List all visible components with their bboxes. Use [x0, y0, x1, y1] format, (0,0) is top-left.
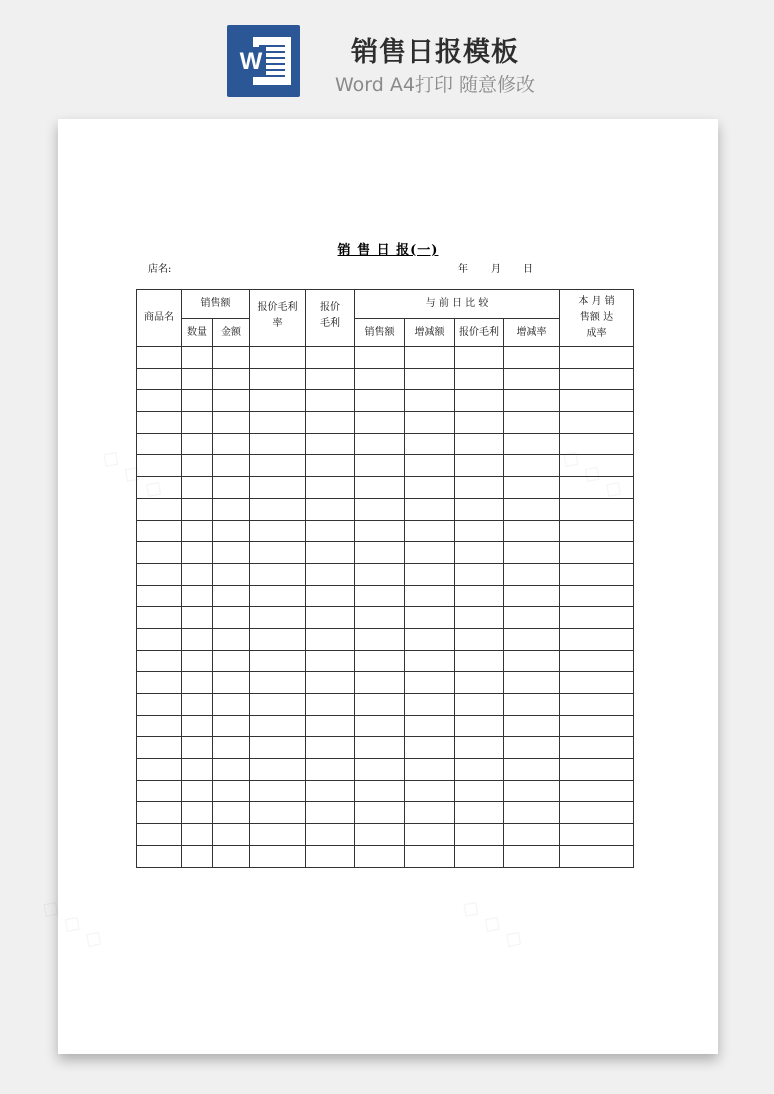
table-cell[interactable]: [306, 585, 355, 607]
table-cell[interactable]: [137, 737, 182, 759]
table-cell[interactable]: [306, 433, 355, 455]
table-cell[interactable]: [213, 650, 250, 672]
table-row: [137, 607, 634, 629]
table-cell[interactable]: [405, 672, 455, 694]
table-row: [137, 672, 634, 694]
table-cell[interactable]: [182, 737, 213, 759]
table-cell[interactable]: [504, 390, 560, 412]
table-cell[interactable]: [405, 737, 455, 759]
table-cell[interactable]: [560, 780, 634, 802]
table-cell[interactable]: [182, 347, 213, 369]
table-cell[interactable]: [213, 390, 250, 412]
table-cell[interactable]: [182, 759, 213, 781]
table-cell[interactable]: [504, 650, 560, 672]
table-cell[interactable]: [250, 520, 306, 542]
table-row: [137, 498, 634, 520]
table-cell[interactable]: [405, 347, 455, 369]
table-cell[interactable]: [405, 477, 455, 499]
table-cell[interactable]: [306, 477, 355, 499]
table-cell[interactable]: [405, 585, 455, 607]
table-row: [137, 802, 634, 824]
table-cell[interactable]: [250, 433, 306, 455]
table-cell[interactable]: [213, 477, 250, 499]
table-cell[interactable]: [355, 368, 405, 390]
table-cell[interactable]: [355, 780, 405, 802]
table-cell[interactable]: [504, 715, 560, 737]
table-cell[interactable]: [182, 520, 213, 542]
header-amount: 金额: [213, 319, 250, 347]
table-cell[interactable]: [213, 433, 250, 455]
table-cell[interactable]: [355, 498, 405, 520]
template-banner: [0, 0, 774, 110]
table-cell[interactable]: [560, 824, 634, 846]
table-cell[interactable]: [355, 672, 405, 694]
table-cell[interactable]: [213, 737, 250, 759]
header-compare-prev-day: 与 前 日 比 较: [355, 290, 560, 319]
date-day-label: 日: [523, 264, 533, 275]
table-cell[interactable]: [213, 368, 250, 390]
table-cell[interactable]: [455, 563, 504, 585]
table-cell[interactable]: [455, 368, 504, 390]
table-cell[interactable]: [504, 412, 560, 434]
table-cell[interactable]: [455, 477, 504, 499]
table-cell[interactable]: [355, 737, 405, 759]
table-row: [137, 347, 634, 369]
table-cell[interactable]: [504, 737, 560, 759]
table-cell[interactable]: [405, 759, 455, 781]
header-cmp-sales: 销售额: [355, 319, 405, 347]
table-cell[interactable]: [306, 520, 355, 542]
table-row: [137, 715, 634, 737]
table-cell[interactable]: [182, 628, 213, 650]
table-cell[interactable]: [137, 585, 182, 607]
table-cell[interactable]: [137, 650, 182, 672]
table-cell[interactable]: [137, 412, 182, 434]
table-cell[interactable]: [560, 347, 634, 369]
table-cell[interactable]: [504, 433, 560, 455]
table-cell[interactable]: [213, 607, 250, 629]
table-cell[interactable]: [455, 498, 504, 520]
table-cell[interactable]: [306, 368, 355, 390]
table-cell[interactable]: [306, 347, 355, 369]
table-cell[interactable]: [504, 542, 560, 564]
table-cell[interactable]: [306, 390, 355, 412]
table-cell[interactable]: [306, 650, 355, 672]
table-cell[interactable]: [455, 628, 504, 650]
header-quantity: 数量: [182, 319, 213, 347]
table-cell[interactable]: [355, 802, 405, 824]
table-cell[interactable]: [405, 607, 455, 629]
table-cell[interactable]: [455, 390, 504, 412]
table-cell[interactable]: [560, 715, 634, 737]
table-cell[interactable]: [455, 455, 504, 477]
header-sales-amount: 销售额: [182, 290, 250, 319]
table-cell[interactable]: [182, 390, 213, 412]
table-cell[interactable]: [306, 542, 355, 564]
table-cell[interactable]: [250, 390, 306, 412]
table-cell[interactable]: [137, 694, 182, 716]
table-cell[interactable]: [250, 737, 306, 759]
date-year-label: 年: [458, 264, 468, 275]
table-cell[interactable]: [355, 477, 405, 499]
table-cell[interactable]: [137, 368, 182, 390]
table-cell[interactable]: [137, 802, 182, 824]
table-cell[interactable]: [560, 390, 634, 412]
table-cell[interactable]: [560, 759, 634, 781]
table-row: [137, 563, 634, 585]
table-cell[interactable]: [560, 520, 634, 542]
table-cell[interactable]: [213, 498, 250, 520]
table-cell[interactable]: [182, 498, 213, 520]
table-cell[interactable]: [560, 542, 634, 564]
table-cell[interactable]: [355, 824, 405, 846]
table-cell[interactable]: [405, 520, 455, 542]
table-cell[interactable]: [306, 780, 355, 802]
table-cell[interactable]: [504, 477, 560, 499]
table-cell[interactable]: [355, 520, 405, 542]
date-month-label: 月: [491, 264, 501, 275]
table-cell[interactable]: [560, 802, 634, 824]
table-cell[interactable]: [250, 347, 306, 369]
table-cell[interactable]: [213, 672, 250, 694]
table-cell[interactable]: [560, 672, 634, 694]
table-row: [137, 585, 634, 607]
table-cell[interactable]: [560, 412, 634, 434]
table-cell[interactable]: [355, 759, 405, 781]
table-cell[interactable]: [455, 824, 504, 846]
table-row: [137, 520, 634, 542]
table-cell[interactable]: [405, 412, 455, 434]
table-cell[interactable]: [504, 672, 560, 694]
table-cell[interactable]: [504, 780, 560, 802]
table-cell[interactable]: [182, 563, 213, 585]
table-cell[interactable]: [560, 585, 634, 607]
table-cell[interactable]: [137, 824, 182, 846]
table-cell[interactable]: [182, 694, 213, 716]
table-cell[interactable]: [213, 694, 250, 716]
table-cell[interactable]: [137, 390, 182, 412]
table-cell[interactable]: [504, 694, 560, 716]
table-cell[interactable]: [213, 824, 250, 846]
table-cell[interactable]: [306, 498, 355, 520]
table-cell[interactable]: [560, 628, 634, 650]
table-cell[interactable]: [182, 672, 213, 694]
table-cell[interactable]: [182, 477, 213, 499]
table-cell[interactable]: [560, 694, 634, 716]
table-cell[interactable]: [455, 672, 504, 694]
table-cell[interactable]: [405, 628, 455, 650]
document-page: [58, 119, 718, 1054]
table-row: [137, 737, 634, 759]
table-row: [137, 824, 634, 846]
table-row: [137, 759, 634, 781]
table-cell[interactable]: [306, 455, 355, 477]
table-cell[interactable]: [405, 542, 455, 564]
table-cell[interactable]: [213, 845, 250, 867]
watermark: [36, 891, 110, 954]
table-cell[interactable]: [182, 455, 213, 477]
table-row: [137, 412, 634, 434]
table-cell[interactable]: [306, 694, 355, 716]
table-cell[interactable]: [250, 368, 306, 390]
header-cmp-increase-rate: 增减率: [504, 319, 560, 347]
table-row: [137, 542, 634, 564]
table-cell[interactable]: [213, 412, 250, 434]
table-cell[interactable]: [405, 390, 455, 412]
table-cell[interactable]: [306, 628, 355, 650]
page-subtitle: Word A4打印 随意修改: [334, 74, 535, 96]
table-cell[interactable]: [137, 542, 182, 564]
table-cell[interactable]: [306, 715, 355, 737]
table-cell[interactable]: [213, 802, 250, 824]
table-cell[interactable]: [250, 650, 306, 672]
table-cell[interactable]: [355, 607, 405, 629]
table-cell[interactable]: [213, 715, 250, 737]
table-cell[interactable]: [504, 628, 560, 650]
table-cell[interactable]: [355, 715, 405, 737]
table-cell[interactable]: [455, 759, 504, 781]
table-cell[interactable]: [250, 715, 306, 737]
table-cell[interactable]: [455, 607, 504, 629]
table-cell[interactable]: [250, 802, 306, 824]
table-cell[interactable]: [137, 780, 182, 802]
table-cell[interactable]: [355, 628, 405, 650]
table-cell[interactable]: [182, 845, 213, 867]
table-row: [137, 390, 634, 412]
table-cell[interactable]: [250, 628, 306, 650]
table-cell[interactable]: [250, 498, 306, 520]
table-row: [137, 694, 634, 716]
table-row: [137, 477, 634, 499]
table-cell[interactable]: [355, 390, 405, 412]
table-cell[interactable]: [250, 607, 306, 629]
store-name-label: 店名:: [148, 264, 172, 275]
table-cell[interactable]: [355, 845, 405, 867]
table-cell[interactable]: [455, 845, 504, 867]
header-product-name: 商品名: [137, 290, 182, 347]
table-cell[interactable]: [182, 433, 213, 455]
table-row: [137, 433, 634, 455]
table-cell[interactable]: [182, 715, 213, 737]
table-cell[interactable]: [504, 520, 560, 542]
header-cmp-quote-margin: 报价毛利: [455, 319, 504, 347]
table-cell[interactable]: [213, 563, 250, 585]
table-cell[interactable]: [455, 412, 504, 434]
table-cell[interactable]: [355, 694, 405, 716]
word-letter: W: [236, 47, 266, 77]
table-cell[interactable]: [455, 715, 504, 737]
table-cell[interactable]: [250, 759, 306, 781]
table-cell[interactable]: [455, 650, 504, 672]
table-cell[interactable]: [405, 368, 455, 390]
table-cell[interactable]: [504, 845, 560, 867]
table-row: [137, 628, 634, 650]
table-cell[interactable]: [213, 780, 250, 802]
table-cell[interactable]: [306, 845, 355, 867]
table-cell[interactable]: [504, 759, 560, 781]
table-cell[interactable]: [306, 824, 355, 846]
table-cell[interactable]: [182, 780, 213, 802]
watermark: [456, 891, 530, 954]
table-cell[interactable]: [182, 412, 213, 434]
table-cell[interactable]: [213, 520, 250, 542]
table-cell[interactable]: [405, 498, 455, 520]
table-cell[interactable]: [250, 694, 306, 716]
table-cell[interactable]: [182, 607, 213, 629]
table-cell[interactable]: [560, 498, 634, 520]
table-cell[interactable]: [355, 412, 405, 434]
table-cell[interactable]: [405, 845, 455, 867]
table-cell[interactable]: [504, 824, 560, 846]
table-cell[interactable]: [250, 824, 306, 846]
table-cell[interactable]: [213, 585, 250, 607]
table-cell[interactable]: [306, 737, 355, 759]
table-cell[interactable]: [306, 672, 355, 694]
sales-report-table: [136, 289, 634, 868]
table-cell[interactable]: [504, 802, 560, 824]
header-quote-margin-rate: 报价毛利率: [250, 290, 306, 347]
table-cell[interactable]: [182, 542, 213, 564]
table-cell[interactable]: [137, 347, 182, 369]
header-cmp-increase-amount: 增减额: [405, 319, 455, 347]
table-cell[interactable]: [405, 824, 455, 846]
table-cell[interactable]: [405, 780, 455, 802]
table-cell[interactable]: [405, 694, 455, 716]
report-title: 销 售 日 报(一): [337, 243, 439, 258]
table-cell[interactable]: [504, 585, 560, 607]
table-cell[interactable]: [137, 498, 182, 520]
table-cell[interactable]: [213, 759, 250, 781]
table-cell[interactable]: [455, 802, 504, 824]
table-cell[interactable]: [137, 433, 182, 455]
table-cell[interactable]: [250, 542, 306, 564]
table-cell[interactable]: [405, 715, 455, 737]
table-cell[interactable]: [560, 368, 634, 390]
table-cell[interactable]: [250, 672, 306, 694]
table-cell[interactable]: [137, 520, 182, 542]
page-title: 销售日报模板: [351, 37, 519, 68]
table-cell[interactable]: [455, 737, 504, 759]
table-cell[interactable]: [250, 845, 306, 867]
table-cell[interactable]: [560, 650, 634, 672]
table-cell[interactable]: [560, 607, 634, 629]
table-cell[interactable]: [137, 672, 182, 694]
table-cell[interactable]: [455, 585, 504, 607]
word-icon: [227, 25, 300, 97]
table-cell[interactable]: [213, 542, 250, 564]
table-cell[interactable]: [355, 542, 405, 564]
table-cell[interactable]: [250, 412, 306, 434]
table-cell[interactable]: [306, 412, 355, 434]
table-cell[interactable]: [405, 433, 455, 455]
table-cell[interactable]: [355, 585, 405, 607]
table-cell[interactable]: [405, 455, 455, 477]
table-cell[interactable]: [355, 563, 405, 585]
table-cell[interactable]: [504, 368, 560, 390]
table-cell[interactable]: [182, 368, 213, 390]
table-cell[interactable]: [250, 780, 306, 802]
table-cell[interactable]: [306, 759, 355, 781]
table-cell[interactable]: [182, 824, 213, 846]
table-cell[interactable]: [455, 433, 504, 455]
table-cell[interactable]: [405, 563, 455, 585]
table-cell[interactable]: [504, 455, 560, 477]
table-cell[interactable]: [250, 563, 306, 585]
table-cell[interactable]: [455, 694, 504, 716]
table-cell[interactable]: [137, 845, 182, 867]
table-cell[interactable]: [355, 650, 405, 672]
table-cell[interactable]: [504, 563, 560, 585]
table-cell[interactable]: [306, 802, 355, 824]
table-row: [137, 650, 634, 672]
table-cell[interactable]: [182, 585, 213, 607]
table-cell[interactable]: [560, 737, 634, 759]
table-cell[interactable]: [504, 607, 560, 629]
table-cell[interactable]: [250, 477, 306, 499]
table-cell[interactable]: [250, 455, 306, 477]
table-cell[interactable]: [355, 433, 405, 455]
header-quote-margin: 报价毛利: [306, 290, 355, 347]
table-cell[interactable]: [137, 563, 182, 585]
table-cell[interactable]: [306, 607, 355, 629]
table-cell[interactable]: [455, 520, 504, 542]
table-cell[interactable]: [455, 780, 504, 802]
table-cell[interactable]: [182, 802, 213, 824]
table-cell[interactable]: [405, 802, 455, 824]
table-cell[interactable]: [213, 347, 250, 369]
table-cell[interactable]: [182, 650, 213, 672]
table-cell[interactable]: [137, 715, 182, 737]
table-cell[interactable]: [137, 628, 182, 650]
table-cell[interactable]: [213, 628, 250, 650]
table-cell[interactable]: [560, 563, 634, 585]
table-cell[interactable]: [137, 759, 182, 781]
table-cell[interactable]: [355, 455, 405, 477]
table-cell[interactable]: [250, 585, 306, 607]
table-row: [137, 368, 634, 390]
table-cell[interactable]: [504, 498, 560, 520]
table-cell[interactable]: [355, 347, 405, 369]
table-cell[interactable]: [455, 542, 504, 564]
table-row: [137, 780, 634, 802]
table-row: [137, 845, 634, 867]
header-monthly-target: 本 月 销售额 达成率: [560, 290, 634, 347]
table-cell[interactable]: [504, 347, 560, 369]
table-cell[interactable]: [306, 563, 355, 585]
table-cell[interactable]: [137, 607, 182, 629]
table-cell[interactable]: [405, 650, 455, 672]
table-cell[interactable]: [213, 455, 250, 477]
table-cell[interactable]: [560, 845, 634, 867]
table-cell[interactable]: [455, 347, 504, 369]
